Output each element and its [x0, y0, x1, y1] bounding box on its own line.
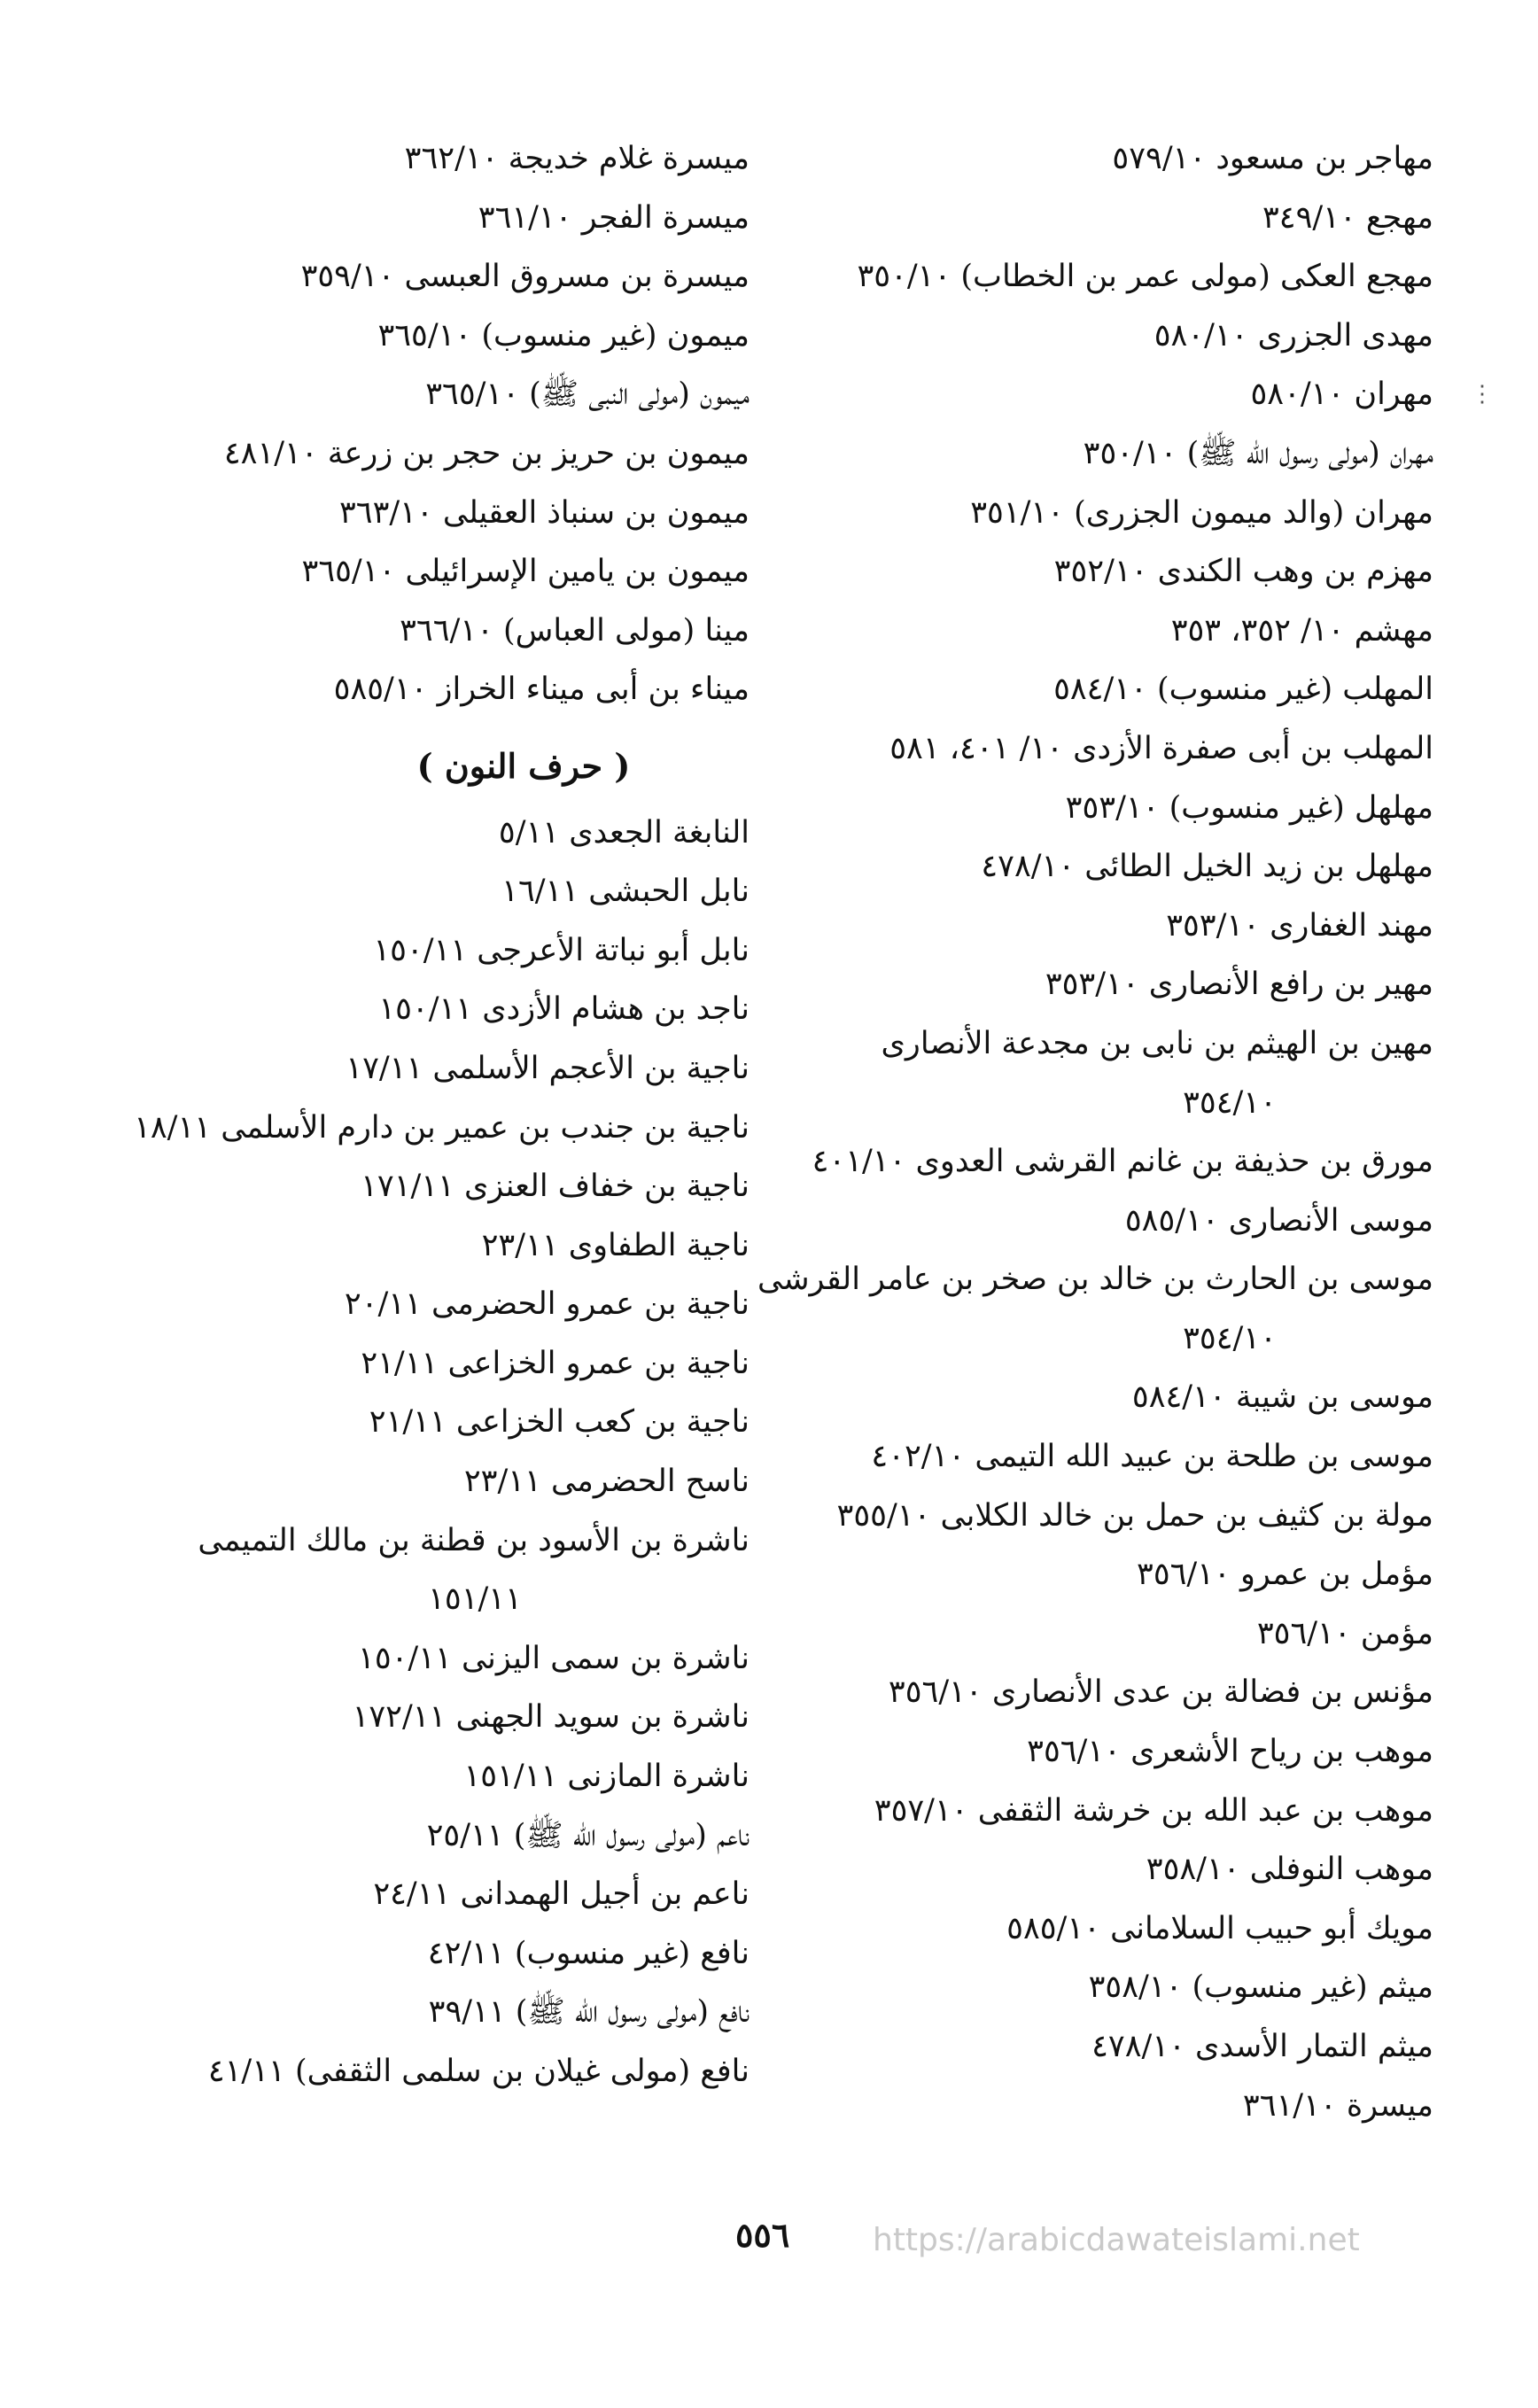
index-entry: مهلهل بن زيد الخيل الطائى ٤٧٨/١٠	[981, 849, 1433, 885]
index-entry: النابغة الجعدى ٥/١١	[498, 814, 750, 851]
index-entry: ناجد بن هشام الأزدى ١٥٠/١١	[378, 991, 750, 1028]
index-entry: ميمون (غير منسوب) ٣٦٥/١٠	[377, 317, 750, 353]
left-column-top	[94, 129, 750, 719]
index-entry: موسى بن شيبة ٥٨٤/١٠	[1131, 1379, 1433, 1416]
index-entry: مهدى الجزرى ٥٨٠/١٠	[1154, 317, 1433, 353]
index-entry: ميسرة الفجر ٣٦١/١٠	[478, 199, 750, 236]
index-entry: مهران ٥٨٠/١٠	[1250, 377, 1433, 413]
index-entry: ١٥١/١١	[428, 1581, 522, 1618]
left-column	[94, 129, 750, 2101]
index-entry: ناجية بن عمرو الخزاعى ٢١/١١	[361, 1345, 750, 1381]
index-entry: موهب بن رياح الأشعرى ٣٥٦/١٠	[1027, 1734, 1433, 1770]
index-entry: ٣٥٤/١٠	[1183, 1320, 1277, 1356]
index-entry: ناشرة بن سمى اليزنى ١٥٠/١١	[358, 1640, 750, 1676]
index-entry: مهشم ١٠/ ٣٥٢، ٣٥٣	[1170, 612, 1433, 649]
index-entry: ناشرة بن سويد الجهنى ١٧٢/١١	[352, 1699, 750, 1736]
index-entry: ناجية بن جندب بن عمير بن دارم الأسلمى ١٨/١١	[134, 1109, 750, 1146]
index-entry: نابل الحبشى ١٦/١١	[501, 874, 750, 910]
index-entry: المهلب (غير منسوب) ٥٨٤/١٠	[1053, 672, 1433, 708]
index-entry: مهجع ٣٤٩/١٠	[1262, 199, 1433, 236]
index-entry: نافع (مولى غيلان بن سلمى الثقفى) ٤١/١١	[207, 2054, 750, 2089]
index-entry: موسى بن الحارث بن خالد بن صخر بن عامر القرشى	[757, 1262, 1433, 1298]
index-entry: ميثم (غير منسوب) ٣٥٨/١٠	[1088, 1969, 1433, 2006]
index-entry: نافع (مولى رسول الله ﷺ) ٣٩/١١	[428, 1994, 750, 2031]
index-entry: ميمون بن سنباذ العقيلى ٣٦٣/١٠	[338, 494, 750, 531]
index-entry: ناجية الطفاوى ٢٣/١١	[481, 1227, 750, 1263]
index-entry: مهند الغفارى ٣٥٣/١٠	[1166, 907, 1433, 944]
index-entry: ناجية بن خفاف العنزى ١٧١/١١	[361, 1169, 750, 1205]
index-entry: ناجية بن عمرو الحضرمى ٢٠/١١	[344, 1286, 750, 1323]
margin-mark: ⋮	[1471, 381, 1494, 408]
index-entry: ناعم (مولى رسول الله ﷺ) ٢٥/١١	[426, 1817, 750, 1853]
index-entry: نابل أبو نباتة الأعرجى ١٥٠/١١	[373, 932, 750, 968]
watermark-url: https://arabicdawateislami.net	[873, 2222, 1360, 2258]
index-entry: موسى بن طلحة بن عبيد الله التيمى ٤٠٢/١٠	[871, 1439, 1433, 1475]
right-column	[757, 129, 1433, 2135]
index-entry: مهين بن الهيثم بن نابى بن مجدعة الأنصارى	[881, 1025, 1433, 1061]
index-entry: موهب بن عبد الله بن خرشة الثقفى ٣٥٧/١٠	[874, 1792, 1433, 1829]
index-entry: ميمون بن حريز بن حجر بن زرعة ٤٨١/١٠	[223, 435, 750, 471]
index-entry: مهلهل (غير منسوب) ٣٥٣/١٠	[1065, 789, 1433, 826]
index-entry: ناشرة المازنى ١٥١/١١	[463, 1759, 750, 1795]
index-entry: موهب النوفلى ٣٥٨/١٠	[1146, 1852, 1433, 1888]
index-entry: ميمون بن يامين الإسرائيلى ٣٦٥/١٠	[301, 554, 750, 590]
index-entry: مؤمن ٣٥٦/١٠	[1256, 1615, 1433, 1651]
index-entry: المهلب بن أبى صفرة الأزدى ١٠/ ٤٠١، ٥٨١	[889, 730, 1433, 766]
page-number: ٥٥٦	[735, 2215, 790, 2255]
index-entry: ميسرة ٣٦١/١٠	[1242, 2087, 1433, 2124]
index-entry: مهزم بن وهب الكندى ٣٥٢/١٠	[1053, 554, 1433, 590]
index-entry: ناجية بن كعب الخزاعى ٢١/١١	[369, 1404, 750, 1441]
index-entry: مهاجر بن مسعود ٥٧٩/١٠	[1112, 141, 1433, 176]
index-entry: ميسرة غلام خديجة ٣٦٢/١٠	[404, 141, 750, 176]
index-entry: ميثم التمار الأسدى ٤٧٨/١٠	[1091, 2029, 1433, 2064]
index-entry: ناسح الحضرمى ٢٣/١١	[463, 1464, 750, 1500]
index-entry: ميسرة بن مسروق العبسى ٣٥٩/١٠	[300, 259, 750, 295]
index-entry: مهير بن رافع الأنصارى ٣٥٣/١٠	[1045, 967, 1433, 1003]
index-entry: مؤنس بن فضالة بن عدى الأنصارى ٣٥٦/١٠	[888, 1674, 1433, 1711]
section-heading: ( حرف النون )	[416, 745, 631, 786]
index-entry: مويك أبو حبيب السلامانى ٥٨٥/١٠	[1006, 1910, 1433, 1946]
index-entry: نافع (غير منسوب) ٤٢/١١	[427, 1935, 750, 1971]
index-entry: ناشرة بن الأسود بن قطنة بن مالك التميمى	[198, 1522, 750, 1558]
index-entry: ناجية بن الأعجم الأسلمى ١٧/١١	[346, 1050, 750, 1086]
index-entry: مينا (مولى العباس) ٣٦٦/١٠	[400, 612, 750, 649]
index-entry: ميمون (مولى النبى ﷺ) ٣٦٥/١٠	[425, 377, 750, 413]
index-entry: ناعم بن أجيل الهمدانى ٢٤/١١	[373, 1876, 750, 1913]
index-entry: مورق بن حذيفة بن غانم القرشى العدوى ٤٠١/١٠	[812, 1144, 1433, 1180]
index-entry: موسى الأنصارى ٥٨٥/١٠	[1124, 1202, 1433, 1239]
index-entry: مهجع العكى (مولى عمر بن الخطاب) ٣٥٠/١٠	[857, 259, 1433, 295]
index-entry: ميناء بن أبى ميناء الخراز ٥٨٥/١٠	[333, 672, 750, 708]
index-entry: ٣٥٤/١٠	[1183, 1084, 1277, 1121]
index-entry: مهران (مولى رسول الله ﷺ) ٣٥٠/١٠	[1083, 435, 1433, 471]
index-entry: مولة بن كثيف بن حمل بن خالد الكلابى ٣٥٥/١٠	[836, 1497, 1433, 1534]
left-column-bottom	[94, 804, 750, 2101]
index-entry: مهران (والد ميمون الجزرى) ٣٥١/١٠	[970, 494, 1433, 531]
index-entry: مؤمل بن عمرو ٣٥٦/١٠	[1137, 1557, 1433, 1593]
